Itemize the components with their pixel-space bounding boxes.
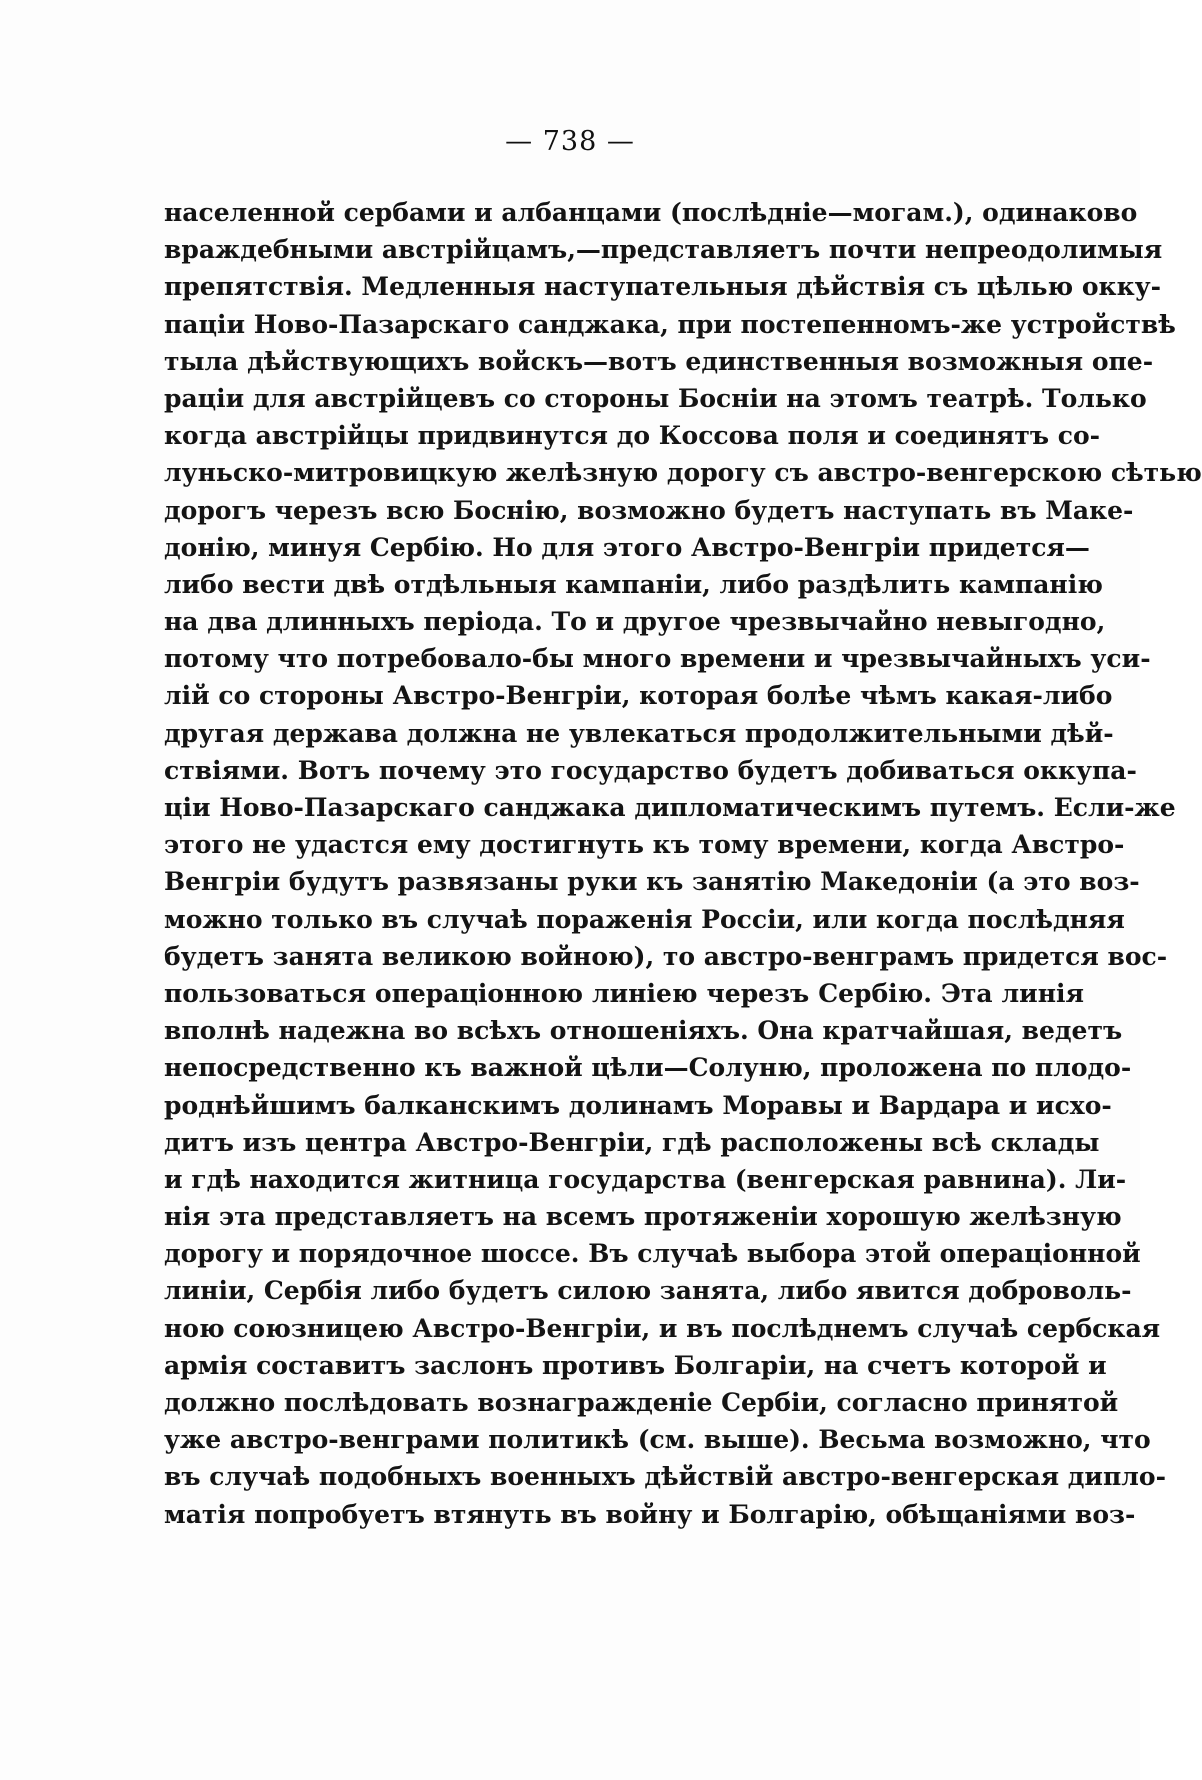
text-line: луньско-митровицкую желѣзную дорогу съ австро-венгерскою сѣтью [164, 458, 1202, 488]
text-line: ствіями. Вотъ почему это государство будетъ добиваться оккупа- [164, 755, 1137, 785]
text-line: ціи Ново-Пазарскаго санджака дипломатическимъ путемъ. Если-же [164, 793, 1176, 822]
text-line: населенной сербами и албанцами (послѣдніе—могам.), одинаково [164, 198, 1138, 227]
text-line: нія эта представляетъ на всемъ протяженіи хорошую желѣзную [164, 1202, 1122, 1232]
page-number: — 738 — [505, 126, 635, 157]
text-line: другая держава должна не увлекаться продолжительными дѣй- [164, 718, 1114, 748]
text-line: лій со стороны Австро-Венгріи, которая болѣе чѣмъ какая-либо [164, 681, 1113, 711]
text-line: въ случаѣ подобныхъ военныхъ дѣйствій австро-венгерская дипло- [164, 1462, 1166, 1492]
text-line: препятствія. Медленныя наступательныя дѣйствія съ цѣлью окку- [164, 272, 1162, 302]
text-line: непосредственно къ важной цѣли—Солуню, проложена по плодо- [164, 1053, 1132, 1083]
text-line: раціи для австрійцевъ со стороны Босніи на этомъ театрѣ. Только [164, 383, 1147, 413]
text-line: дорогу и порядочное шоссе. Въ случаѣ выбора этой операціонной [164, 1239, 1141, 1269]
text-line: роднѣйшимъ балканскимъ долинамъ Моравы и Вардара и исхо- [164, 1090, 1112, 1120]
text-line: уже австро-венграми политикѣ (см. выше). Весьма возможно, что [164, 1425, 1151, 1455]
text-line: Венгріи будутъ развязаны руки къ занятію Македоніи (а это воз- [164, 867, 1140, 897]
text-line: донію, минуя Сербію. Но для этого Австро-Венгріи придется— [164, 532, 1090, 562]
text-line: можно только въ случаѣ пораженія Россіи, или когда послѣдняя [164, 904, 1125, 934]
text-line: враждебными австрійцамъ,—представляетъ почти непреодолимыя [164, 235, 1163, 265]
text-line: линіи, Сербія либо будетъ силою занята, либо явится доброволь- [164, 1276, 1132, 1306]
text-line: когда австрійцы придвинутся до Коссова поля и соединятъ со- [164, 421, 1101, 451]
text-line: армія составитъ заслонъ противъ Болгаріи, на счетъ которой и [164, 1350, 1107, 1380]
text-line: дитъ изъ центра Австро-Венгріи, гдѣ расположены всѣ склады [164, 1127, 1100, 1157]
text-line: будетъ занята великою войною), то австро-венграмъ придется вос- [164, 941, 1168, 971]
text-line: и гдѣ находится житница государства (венгерская равнина). Ли- [164, 1164, 1127, 1194]
text-line: пользоваться операціонною линіею черезъ Сербію. Эта линія [164, 978, 1084, 1008]
text-line: тыла дѣйствующихъ войскъ—вотъ единственныя возможныя опе- [164, 346, 1154, 376]
text-line: ною союзницею Австро-Венгріи, и въ послѣднемъ случаѣ сербская [164, 1313, 1161, 1343]
text-line: этого не удастся ему достигнуть къ тому времени, когда Австро- [164, 830, 1125, 860]
body-text [164, 194, 1202, 1533]
text-line: вполнѣ надежна во всѣхъ отношеніяхъ. Она кратчайшая, ведетъ [164, 1016, 1123, 1046]
text-line: потому что потребовало-бы много времени и чрезвычайныхъ уси- [164, 644, 1151, 674]
text-line: паціи Ново-Пазарскаго санджака, при постепенномъ-же устройствѣ [164, 309, 1176, 339]
text-line: на два длинныхъ періода. То и другое чрезвычайно невыгодно, [164, 607, 1106, 637]
text-line: матія попробуетъ втянуть въ войну и Болгарію, обѣщаніями воз- [164, 1499, 1136, 1529]
text-line: дорогъ черезъ всю Боснію, возможно будетъ наступать въ Маке- [164, 495, 1134, 525]
text-line: должно послѣдовать вознагражденіе Сербіи, согласно принятой [164, 1388, 1119, 1417]
text-line: либо вести двѣ отдѣльныя кампаніи, либо раздѣлить кампанію [164, 569, 1103, 599]
